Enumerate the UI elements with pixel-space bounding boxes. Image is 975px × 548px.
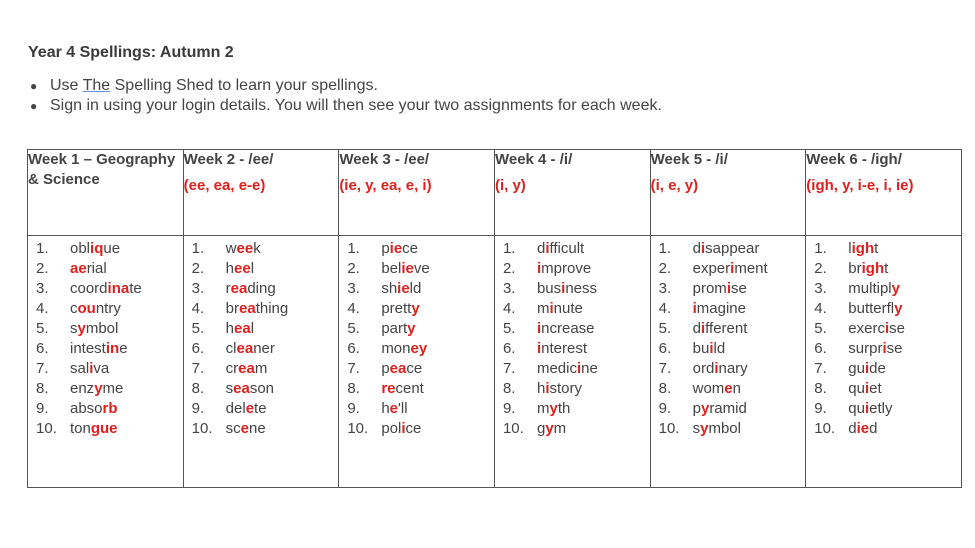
week-header-cell — [339, 150, 495, 236]
word-text: quiet — [848, 380, 882, 397]
word-item — [347, 399, 494, 419]
word-highlight: i — [882, 340, 887, 357]
week-title — [28, 150, 183, 190]
word-text: week — [225, 240, 261, 257]
word-text: guide — [848, 360, 886, 377]
word-number: 4. — [191, 300, 205, 317]
word-text: breathing — [225, 300, 289, 317]
word-text: died — [848, 420, 878, 437]
word-text: scene — [225, 420, 266, 437]
word-text: oblique — [70, 240, 121, 257]
word-highlight: i — [709, 340, 714, 357]
word-number: 2. — [191, 260, 205, 277]
word-highlight: i — [545, 380, 550, 397]
word-item — [347, 319, 494, 339]
word-text: experiment — [692, 260, 768, 277]
word-text: cleaner — [225, 340, 275, 357]
bullet-icon: ● — [30, 79, 38, 93]
word-item — [503, 379, 650, 399]
word-highlight: e — [240, 420, 249, 437]
word-highlight: ou — [77, 300, 96, 317]
word-text: coordinate — [70, 280, 142, 297]
word-highlight: ea — [236, 340, 254, 357]
word-item — [503, 239, 650, 259]
week-header-cell — [806, 150, 962, 236]
word-highlight: i — [536, 260, 542, 277]
word-highlight: ea — [239, 300, 256, 317]
word-text: shield — [381, 280, 422, 297]
instruction-text: Sign in using your login details. You will then see your two assignments for each week. — [50, 97, 662, 114]
word-highlight: ie — [856, 420, 870, 437]
word-item — [347, 239, 494, 259]
word-number: 3. — [347, 280, 360, 297]
week-header-cell — [494, 150, 650, 236]
word-text: quietly — [848, 400, 893, 417]
word-highlight: i — [700, 320, 706, 337]
word-number: 10. — [814, 420, 836, 437]
word-text: piece — [381, 240, 419, 257]
word-text: different — [692, 320, 748, 337]
word-text: police — [381, 420, 422, 437]
word-highlight: y — [700, 400, 710, 417]
word-number: 4. — [502, 300, 516, 317]
word-item — [814, 359, 961, 379]
word-text: promise — [692, 280, 747, 297]
week-word-list — [650, 236, 806, 488]
spelling-shed-link[interactable]: The — [82, 77, 111, 94]
word-text: enzyme — [70, 380, 124, 397]
word-text: he'll — [381, 400, 408, 417]
week-title — [651, 150, 806, 170]
word-number: 6. — [502, 340, 516, 357]
word-number: 9. — [36, 400, 49, 417]
word-number: 2. — [658, 260, 672, 277]
word-item — [192, 359, 339, 379]
word-number: 8. — [347, 380, 360, 397]
word-text: delete — [225, 400, 267, 417]
word-highlight: i — [714, 360, 719, 377]
word-number: 2. — [36, 260, 49, 277]
word-highlight: i — [561, 280, 566, 297]
word-item — [192, 279, 339, 299]
week-name: Week 3 - — [339, 151, 400, 168]
week-header-cell — [28, 150, 184, 236]
word-highlight: igh — [851, 240, 875, 257]
word-item — [347, 299, 494, 319]
word-item — [814, 339, 961, 359]
word-number: 7. — [814, 360, 827, 377]
word-item — [347, 279, 494, 299]
word-number: 9. — [502, 400, 516, 417]
word-number: 7. — [658, 360, 672, 377]
word-number: 10. — [658, 420, 680, 437]
word-text: bright — [848, 260, 889, 277]
word-item — [36, 239, 183, 259]
week-title — [339, 150, 494, 170]
word-item — [659, 259, 806, 279]
week-word-list — [806, 236, 962, 488]
word-highlight: y — [549, 400, 558, 417]
word-text: surprise — [848, 340, 903, 357]
word-number: 5. — [191, 320, 205, 337]
word-text: pretty — [381, 300, 420, 317]
bullet-icon: ● — [30, 99, 38, 113]
word-number: 5. — [347, 320, 360, 337]
word-number: 10. — [347, 420, 369, 437]
word-item — [814, 259, 961, 279]
word-text: absorb — [70, 400, 118, 417]
instructions-list — [30, 76, 662, 116]
week-sound: /i/ — [715, 151, 728, 168]
word-number: 3. — [502, 280, 516, 297]
word-number: 6. — [347, 340, 360, 357]
word-item — [814, 299, 961, 319]
word-number: 10. — [191, 420, 213, 437]
word-number: 3. — [36, 280, 49, 297]
word-highlight: i — [549, 300, 554, 317]
word-highlight: ie — [389, 240, 403, 257]
word-text: disappear — [692, 240, 760, 257]
word-number: 8. — [658, 380, 672, 397]
week-sound: /igh/ — [871, 151, 902, 168]
word-highlight: ea — [233, 380, 250, 397]
word-number: 3. — [658, 280, 672, 297]
word-text: business — [536, 280, 598, 297]
word-item — [347, 359, 494, 379]
word-highlight: i — [864, 380, 870, 397]
word-number: 5. — [36, 320, 49, 337]
word-item — [503, 279, 650, 299]
word-number: 1. — [36, 240, 49, 257]
word-item — [503, 419, 650, 439]
word-text: symbol — [692, 420, 741, 437]
week-patterns: (ie, y, ea, e, i) — [339, 177, 432, 194]
word-item — [192, 379, 339, 399]
word-number: 10. — [502, 420, 524, 437]
word-text: believe — [381, 260, 430, 277]
word-highlight: ie — [397, 280, 410, 297]
week-patterns: (i, y) — [494, 177, 526, 194]
week-sound: /i/ — [559, 151, 573, 168]
word-highlight: i — [536, 320, 542, 337]
word-item — [659, 379, 806, 399]
word-highlight: e — [724, 380, 733, 397]
word-item — [503, 399, 650, 419]
spellings-table — [27, 149, 962, 488]
word-highlight: y — [411, 300, 420, 317]
word-text: medicine — [536, 360, 598, 377]
word-highlight: i — [89, 360, 94, 377]
word-number: 8. — [814, 380, 827, 397]
word-number: 3. — [191, 280, 205, 297]
week-patterns: (ee, ea, e-e) — [183, 177, 266, 194]
word-number: 9. — [191, 400, 205, 417]
word-item — [814, 239, 961, 259]
word-text: imagine — [692, 300, 746, 317]
word-item — [659, 339, 806, 359]
word-number: 2. — [502, 260, 516, 277]
word-item — [36, 379, 183, 399]
word-item — [659, 299, 806, 319]
word-item — [659, 399, 806, 419]
word-number: 6. — [191, 340, 205, 357]
word-item — [503, 299, 650, 319]
word-item — [347, 339, 494, 359]
word-highlight: ee — [234, 260, 251, 277]
instruction-text: Use — [50, 77, 83, 94]
word-item — [814, 399, 961, 419]
word-text: recent — [381, 380, 424, 397]
word-item — [347, 259, 494, 279]
word-item — [36, 319, 183, 339]
word-item — [36, 419, 183, 439]
word-item — [814, 419, 961, 439]
word-highlight: e — [245, 400, 255, 417]
word-number: 8. — [502, 380, 516, 397]
word-highlight: igh — [861, 260, 885, 277]
word-highlight: y — [94, 380, 103, 397]
word-item — [659, 419, 806, 439]
week-title — [806, 150, 961, 170]
word-number: 7. — [191, 360, 205, 377]
word-number: 1. — [347, 240, 360, 257]
word-number: 9. — [658, 400, 672, 417]
word-highlight: ea — [389, 360, 407, 377]
week-header-row — [28, 150, 962, 236]
word-highlight: ea — [230, 280, 248, 297]
word-text: season — [225, 380, 275, 397]
word-highlight: ea — [238, 360, 255, 377]
word-item — [503, 319, 650, 339]
word-number: 4. — [347, 300, 360, 317]
week-sound: /ee/ — [248, 151, 274, 168]
word-number: 1. — [191, 240, 205, 257]
word-item — [659, 239, 806, 259]
week-name: Week 6 - — [806, 151, 867, 168]
word-text: heel — [225, 260, 255, 277]
word-item — [36, 279, 183, 299]
word-text: minute — [536, 300, 583, 317]
word-text: tongue — [70, 420, 118, 437]
word-highlight: y — [77, 320, 86, 337]
word-highlight: ae — [70, 260, 87, 277]
word-number: 10. — [36, 420, 57, 437]
word-text: history — [536, 380, 582, 397]
word-highlight: i — [730, 260, 735, 277]
word-number: 3. — [814, 280, 827, 297]
word-text: ordinary — [692, 360, 748, 377]
word-highlight: i — [884, 320, 890, 337]
word-text: pyramid — [692, 400, 747, 417]
word-text: aerial — [70, 260, 107, 277]
word-number: 9. — [347, 400, 360, 417]
word-item — [192, 399, 339, 419]
week-word-list — [339, 236, 495, 488]
word-text: butterfly — [848, 300, 903, 317]
word-number: 6. — [658, 340, 672, 357]
week-title — [495, 150, 650, 170]
word-highlight: ey — [410, 340, 428, 357]
word-number: 8. — [36, 380, 49, 397]
word-number: 1. — [814, 240, 827, 257]
word-item — [347, 379, 494, 399]
word-highlight: i — [864, 360, 870, 377]
word-highlight: e — [389, 400, 398, 417]
word-number: 1. — [658, 240, 672, 257]
word-item — [36, 359, 183, 379]
word-highlight: i — [576, 360, 582, 377]
word-highlight: in — [105, 340, 120, 357]
word-item — [192, 319, 339, 339]
word-item — [192, 299, 339, 319]
word-text: heal — [225, 320, 255, 337]
word-item — [192, 419, 339, 439]
word-number: 7. — [347, 360, 360, 377]
word-number: 9. — [814, 400, 827, 417]
word-highlight: ina — [107, 280, 130, 297]
week-word-list — [28, 236, 184, 488]
instruction-item — [30, 76, 662, 96]
word-text: multiply — [848, 280, 900, 297]
word-number: 2. — [347, 260, 360, 277]
word-number: 8. — [191, 380, 205, 397]
word-highlight: iq — [90, 240, 104, 257]
word-item — [36, 259, 183, 279]
word-item — [192, 339, 339, 359]
word-text: saliva — [70, 360, 110, 377]
word-number: 1. — [502, 240, 516, 257]
word-list-row — [28, 236, 962, 488]
word-highlight: i — [864, 400, 870, 417]
week-header-cell — [650, 150, 806, 236]
week-name: Week 4 - — [494, 151, 556, 168]
word-highlight: ee — [236, 240, 254, 257]
word-highlight: i — [401, 420, 406, 437]
word-highlight: gue — [90, 420, 118, 437]
word-text: party — [381, 320, 416, 337]
word-highlight: ea — [234, 320, 251, 337]
week-header-cell — [183, 150, 339, 236]
word-item — [192, 259, 339, 279]
word-number: 4. — [36, 300, 49, 317]
week-word-list — [494, 236, 650, 488]
word-number: 4. — [658, 300, 672, 317]
word-text: increase — [536, 320, 595, 337]
word-text: women — [692, 380, 741, 397]
word-item — [659, 359, 806, 379]
word-text: gym — [536, 420, 567, 437]
word-highlight: y — [894, 300, 903, 317]
word-number: 5. — [502, 320, 516, 337]
word-highlight: i — [726, 280, 731, 297]
word-text: country — [70, 300, 121, 317]
word-highlight: rb — [102, 400, 118, 417]
word-item — [814, 279, 961, 299]
word-item — [503, 259, 650, 279]
word-highlight: y — [700, 420, 709, 437]
week-title — [184, 150, 339, 170]
word-item — [36, 299, 183, 319]
word-item — [503, 359, 650, 379]
word-highlight: y — [545, 420, 554, 437]
instruction-text: Spelling Shed to learn your spellings. — [110, 77, 378, 94]
word-number: 5. — [814, 320, 827, 337]
word-number: 6. — [814, 340, 827, 357]
word-number: 6. — [36, 340, 49, 357]
week-patterns: (i, e, y) — [650, 177, 699, 194]
word-text: symbol — [70, 320, 119, 337]
instruction-item — [30, 96, 662, 116]
word-item — [192, 239, 339, 259]
word-text: light — [848, 240, 879, 257]
word-highlight: y — [891, 280, 900, 297]
word-item — [36, 339, 183, 359]
word-text: improve — [536, 260, 592, 277]
word-highlight: re — [381, 380, 396, 397]
word-item — [503, 339, 650, 359]
word-item — [36, 399, 183, 419]
word-text: build — [692, 340, 726, 357]
word-number: 5. — [658, 320, 672, 337]
week-patterns: (igh, y, i-e, i, ie) — [806, 177, 914, 194]
word-number: 4. — [814, 300, 827, 317]
week-word-list — [183, 236, 339, 488]
word-highlight: i — [700, 240, 706, 257]
word-text: exercise — [848, 320, 905, 337]
word-number: 2. — [814, 260, 827, 277]
word-item — [659, 319, 806, 339]
word-text: intestine — [70, 340, 128, 357]
word-highlight: i — [692, 300, 697, 317]
word-text: interest — [536, 340, 587, 357]
word-highlight: i — [536, 340, 542, 357]
week-sound: /ee/ — [404, 151, 430, 168]
word-number: 7. — [36, 360, 49, 377]
word-item — [659, 279, 806, 299]
word-text: reading — [225, 280, 276, 297]
word-text: peace — [381, 360, 423, 377]
word-text: myth — [536, 400, 571, 417]
word-item — [347, 419, 494, 439]
page-title: Year 4 Spellings: Autumn 2 — [28, 44, 234, 61]
week-name: Week 5 - — [650, 151, 712, 168]
week-name: Week 2 - — [183, 151, 245, 168]
word-highlight: ie — [401, 260, 414, 277]
word-text: cream — [225, 360, 268, 377]
word-highlight: i — [545, 240, 550, 257]
word-text: difficult — [536, 240, 585, 257]
word-text: money — [381, 340, 428, 357]
word-highlight: y — [407, 320, 416, 337]
week-name: Week 1 – Geography & Science — [28, 151, 176, 188]
word-item — [814, 379, 961, 399]
word-number: 7. — [502, 360, 516, 377]
word-item — [814, 319, 961, 339]
